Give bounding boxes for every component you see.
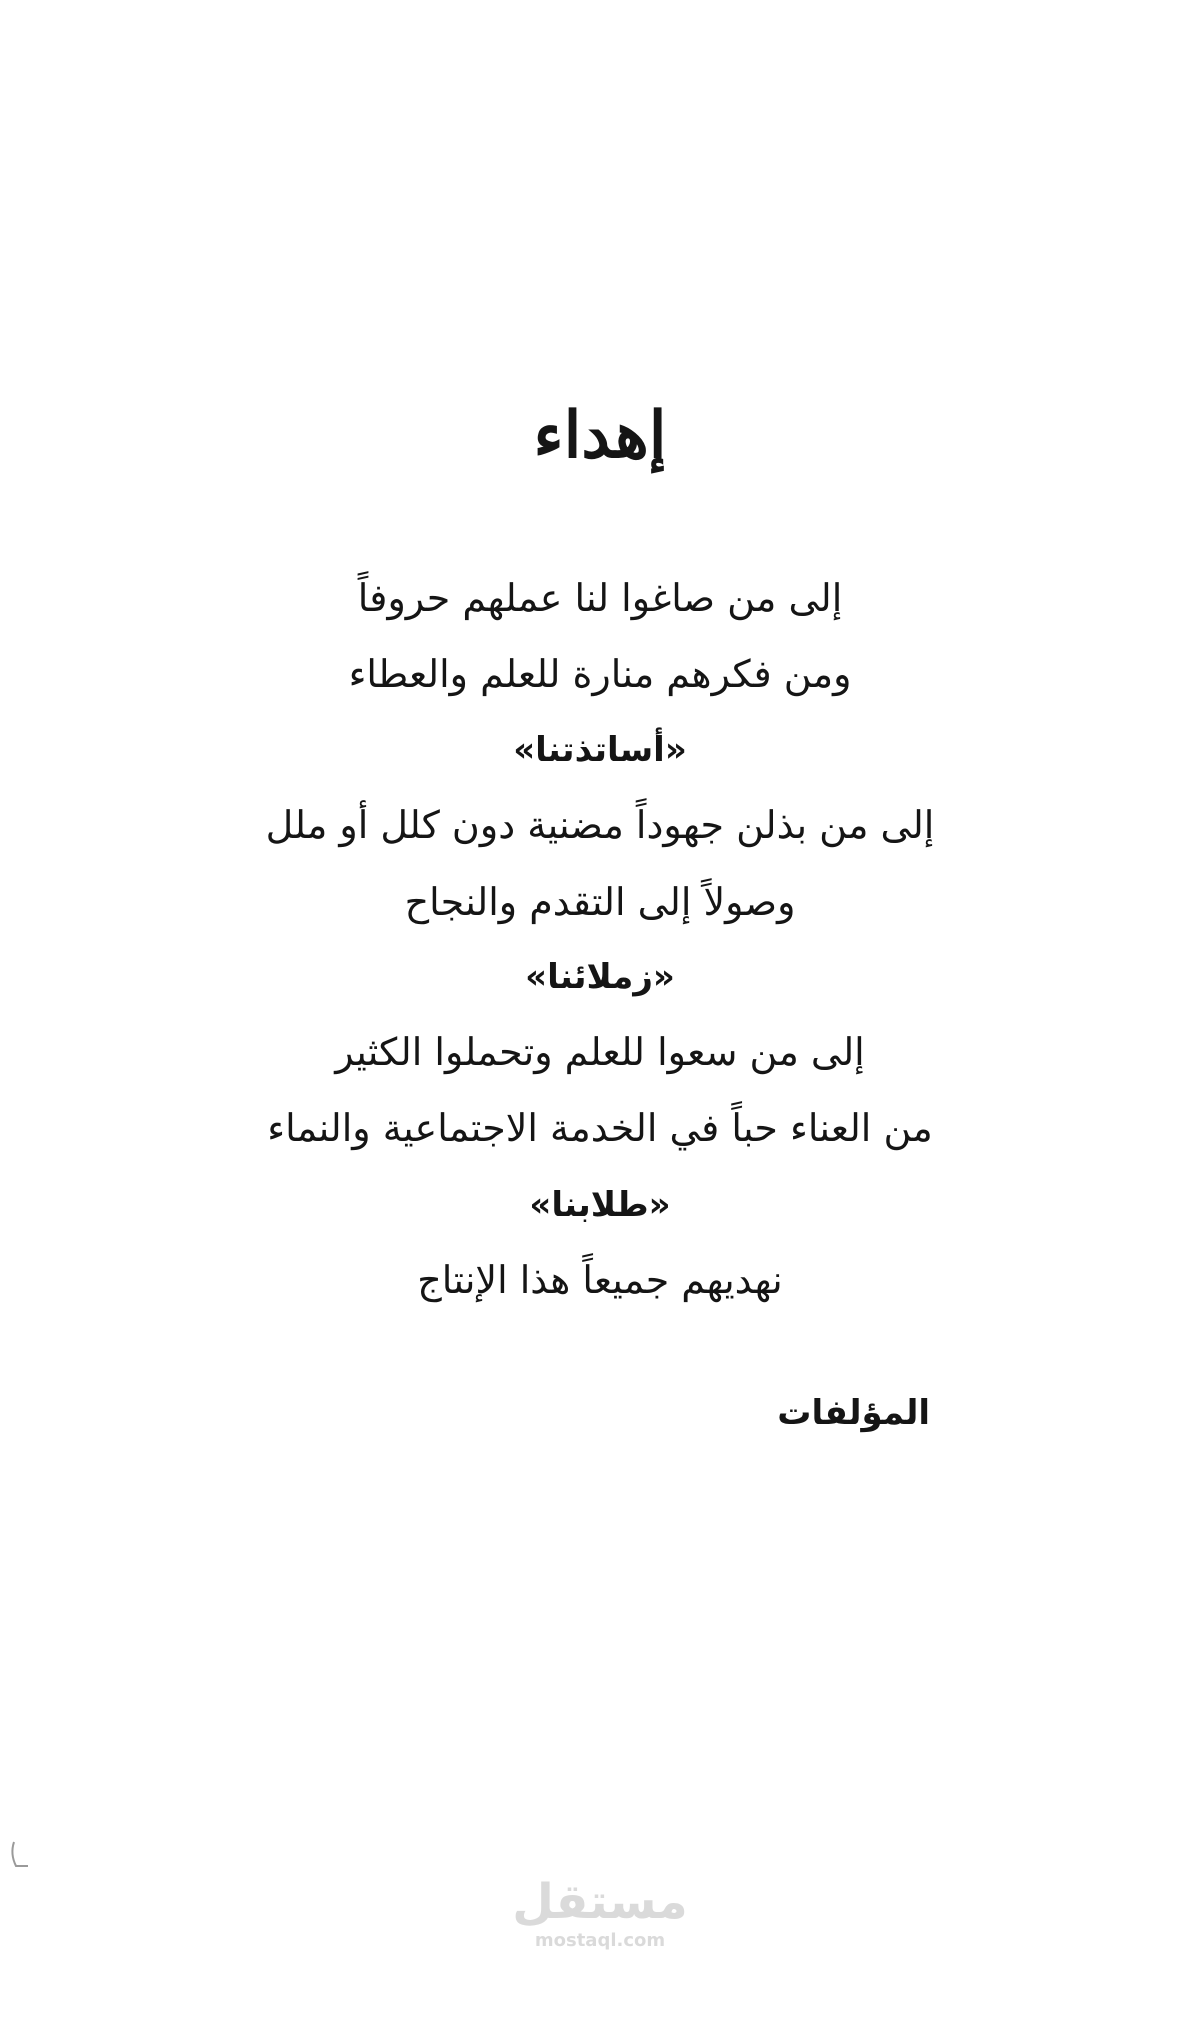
dedication-recipient-students: «طلابنا» <box>529 1185 671 1225</box>
dedication-line: وصولاً إلى التقدم والنجاح <box>404 880 796 924</box>
dedication-line: من العناء حباً في الخدمة الاجتماعية والنماء <box>267 1106 933 1150</box>
page-corner-mark <box>8 1838 32 1872</box>
dedication-line: إلى من بذلن جهوداً مضنية دون كلل أو ملل <box>265 803 935 847</box>
watermark <box>480 1874 720 1968</box>
watermark-logo: مستقل <box>512 1874 688 1930</box>
dedication-line: ومن فكرهم منارة للعلم والعطاء <box>348 652 852 696</box>
dedication-signature: المؤلفات <box>777 1393 930 1433</box>
dedication-line: إلى من صاغوا لنا عملهم حروفاً <box>357 576 843 620</box>
dedication-title: إهداء <box>533 398 667 473</box>
dedication-recipient-teachers: «أساتذتنا» <box>513 730 687 770</box>
dedication-line: نهديهم جميعاً هذا الإنتاج <box>417 1258 783 1302</box>
dedication-line: إلى من سعوا للعلم وتحملوا الكثير <box>335 1030 865 1074</box>
watermark-site: mostaql.com <box>534 1930 666 1951</box>
dedication-recipient-colleagues: «زملائنا» <box>525 957 675 997</box>
